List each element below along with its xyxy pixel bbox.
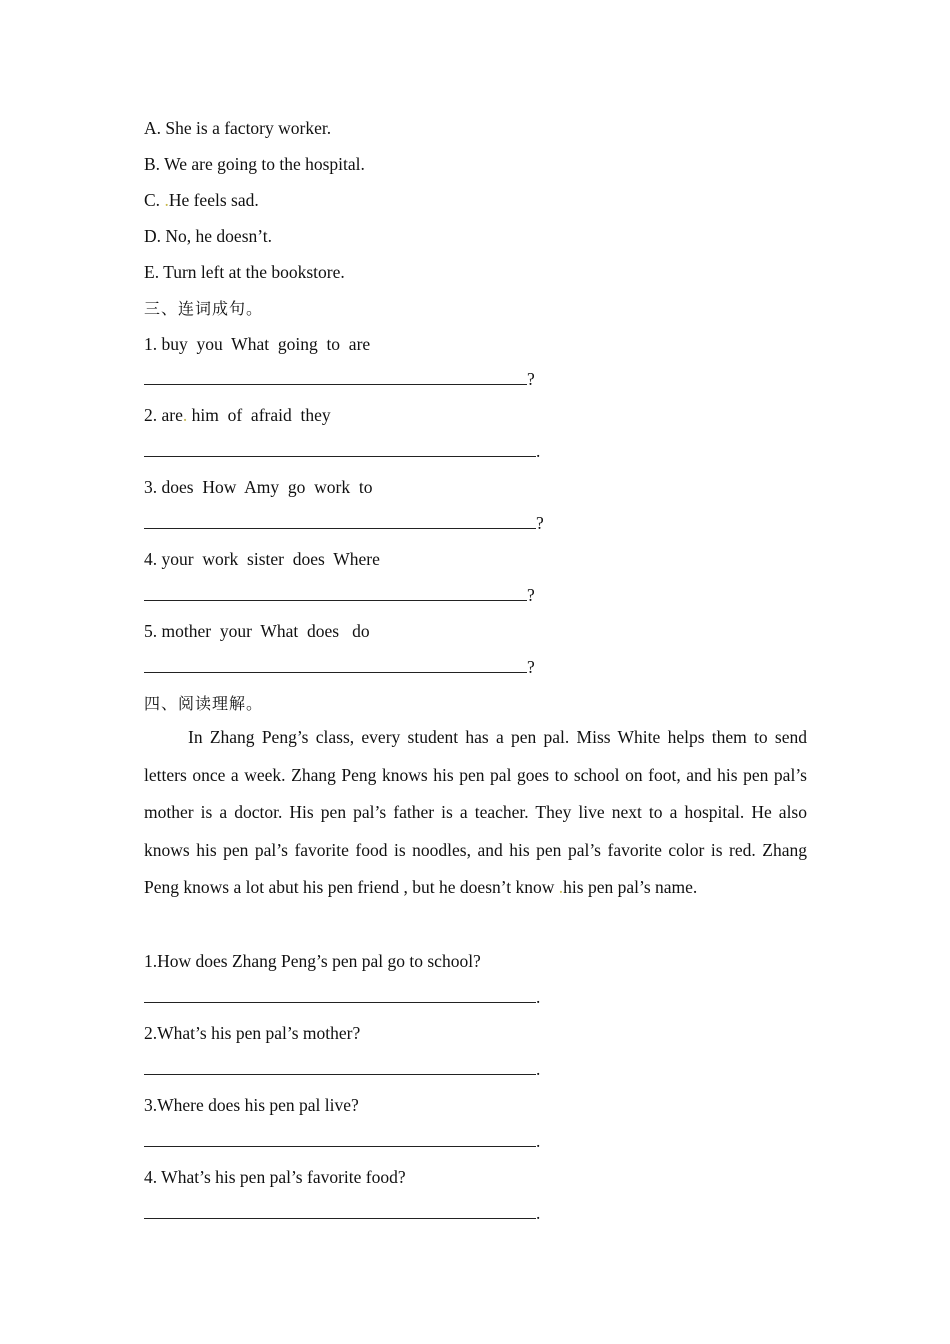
stray-mark: . [558,877,564,897]
item-words: are [161,405,183,425]
answer-blank[interactable] [144,440,536,457]
end-punct: . [536,1059,541,1079]
answer-blank[interactable] [144,512,536,529]
answer-blank[interactable] [144,1202,536,1219]
section4-title: 四、阅读理解。 [144,694,264,713]
end-punct: . [536,1203,541,1223]
answer-blank[interactable] [144,656,527,673]
reading-passage [144,719,807,907]
item-number: 1. [144,334,158,354]
item-words: your work sister does Where [161,549,380,569]
item-words: him of afraid they [187,405,331,425]
reading-answer-line-3[interactable] [144,1130,540,1152]
option-text: He feels sad. [168,190,259,210]
option-a [144,117,331,139]
answer-line-3[interactable] [144,512,544,534]
item-number: 3. [144,477,158,497]
section3-title: 三、连词成句。 [144,299,264,318]
option-letter: D. [144,226,162,246]
stray-mark: . [164,190,169,210]
answer-line-4[interactable] [144,584,535,606]
option-d [144,225,272,247]
passage-text: In Zhang Peng’s class, every student has a pen pal. Miss White helps them to send letters once a week. Zhang Peng knows his pen pal goes to school on foot, and his pen pal’s mother is a doctor. His pen pal’s father is a teacher. They live next to a hospital. He also knows his pen pal’s favorite food is noodles, and his pen pal’s favorite color is red. Zhang Peng knows a lot abut his pen friend , but he doesn’t know [144,727,807,897]
option-letter: B. [144,154,161,174]
item-words: does How Amy go work to [161,477,373,497]
option-text: She is a factory worker. [165,118,332,138]
reading-question-2: 2.What’s his pen pal’s mother? [144,1023,361,1043]
option-c [144,189,259,211]
option-b [144,153,365,175]
item-number: 4. [144,549,158,569]
answer-blank[interactable] [144,1058,536,1075]
end-punct: . [536,1131,541,1151]
word-order-item-4 [144,548,380,570]
option-e [144,261,345,283]
item-number: 5. [144,621,158,641]
option-text: Turn left at the bookstore. [163,262,345,282]
item-number: 2. [144,405,158,425]
answer-line-1[interactable] [144,368,535,390]
end-punct: ? [527,657,535,677]
option-letter: C. [144,190,161,210]
word-order-item-1 [144,333,370,355]
stray-mark: . [182,405,188,425]
answer-line-5[interactable] [144,656,535,678]
reading-answer-line-4[interactable] [144,1202,540,1224]
word-order-item-2 [144,404,331,426]
end-punct: ? [527,369,535,389]
end-punct: ? [536,513,544,533]
passage-text: his pen pal’s name. [563,877,698,897]
answer-blank[interactable] [144,584,527,601]
reading-question-4: 4. What’s his pen pal’s favorite food? [144,1167,406,1187]
reading-answer-line-2[interactable] [144,1058,540,1080]
reading-question-3: 3.Where does his pen pal live? [144,1095,359,1115]
option-letter: A. [144,118,162,138]
answer-blank[interactable] [144,1130,536,1147]
answer-blank[interactable] [144,986,536,1003]
end-punct: ? [527,585,535,605]
answer-line-2[interactable] [144,440,540,462]
end-punct: . [536,441,541,461]
item-words: buy you What going to are [161,334,371,354]
item-words: mother your What does do [161,621,370,641]
end-punct: . [536,987,541,1007]
option-text: We are going to the hospital. [164,154,365,174]
word-order-item-5 [144,620,370,642]
option-letter: E. [144,262,160,282]
word-order-item-3 [144,476,372,498]
reading-question-1: 1.How does Zhang Peng’s pen pal go to school? [144,951,481,971]
option-text: No, he doesn’t. [165,226,272,246]
reading-answer-line-1[interactable] [144,986,540,1008]
answer-blank[interactable] [144,368,527,385]
